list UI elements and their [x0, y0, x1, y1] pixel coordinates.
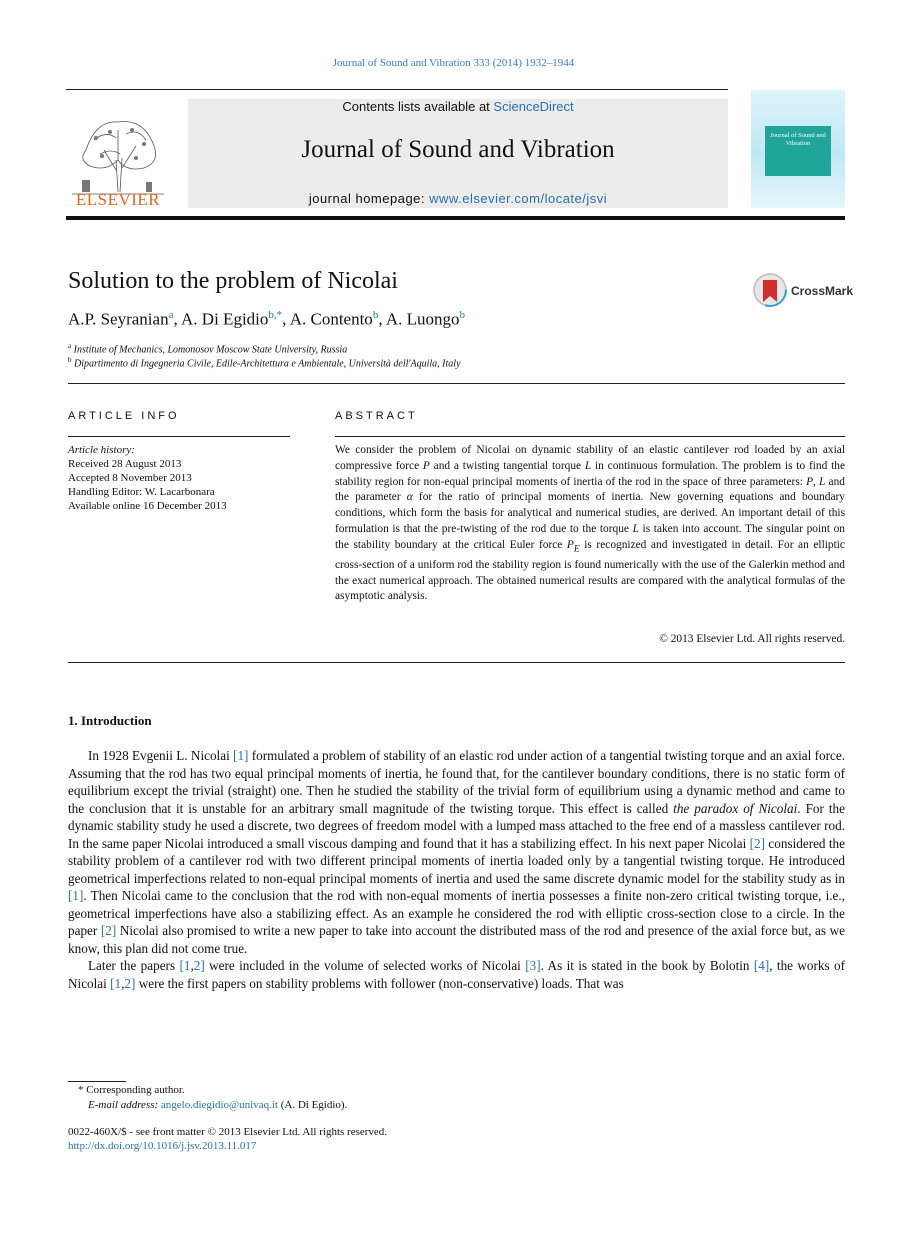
history-line: Available online 16 December 2013 [68, 500, 227, 512]
footnote-rule [68, 1081, 126, 1082]
corresponding-footnote [78, 1084, 185, 1096]
homepage-link[interactable]: www.elsevier.com/locate/jsvi [429, 191, 608, 206]
article-info-label: ARTICLE INFO [68, 410, 180, 422]
author-affil-sup[interactable]: b [372, 309, 379, 321]
reference-link[interactable]: [2] [100, 923, 117, 938]
journal-title: Journal of Sound and Vibration [301, 136, 615, 163]
history-line: Accepted 8 November 2013 [68, 472, 192, 484]
history-label: Article history: [68, 444, 135, 456]
author[interactable]: A. Luongo [385, 309, 460, 329]
abstract-label: ABSTRACT [335, 410, 418, 422]
contents-line [188, 99, 728, 114]
author-sep: , [282, 309, 290, 329]
abstract-text: We consider the problem of Nicolai on dynamic stability of an elastic cantilever rod loaded by an axial compressive force P and a twisting tangential torque L in continuous formulation. The problem is to find the stability region for non-equal principal moments of inertia of the rod in the space of three parameters: P, L and the parameter α for the ratio of principal moments of inertia. New governing equations and boundary conditions, which form the basis for analytical and numerical studies, are derived. An important detail of this formulation is that the pre-twisting of the rod due to the torque L is taken into account. The singular point on the stability boundary at the critical Euler force $P_E$ is recognized and investigated in detail. For an elliptic cross-section of a uniform rod the stability region is found numerically with the use of the Galerkin method and the exact numerical approach. The obtained numerical results are compared with the analytical formulas of the asymptotic analysis. [335, 444, 846, 603]
doi-link[interactable]: http://dx.doi.org/10.1016/j.jsv.2013.11.017 [68, 1140, 257, 1152]
elsevier-wordmark: ELSEVIER [75, 190, 161, 209]
header-bottom-rule [66, 216, 845, 220]
author[interactable]: A.P. Seyranian [68, 309, 169, 329]
reference-link[interactable]: [1] [233, 748, 249, 763]
footnote-mark: * [78, 1084, 84, 1096]
reference-link[interactable]: [1 [110, 975, 122, 991]
reference-link[interactable]: 2] [193, 958, 205, 973]
email-name: (A. Di Egidio). [280, 1099, 348, 1111]
reference-link[interactable]: [3] [525, 958, 541, 973]
cover-title: Journal of Sound and Vibration [765, 126, 831, 176]
reference-link[interactable]: [4] [753, 958, 770, 973]
sciencedirect-link[interactable]: ScienceDirect [493, 99, 574, 114]
affiliation [68, 342, 347, 355]
author[interactable]: A. Contento [289, 309, 373, 329]
email-footnote [88, 1099, 347, 1111]
author-affil-sup[interactable]: b [459, 309, 466, 321]
affiliation-sup: b [68, 356, 72, 364]
journal-citation[interactable]: Journal of Sound and Vibration 333 (2014) 1932–1944 [332, 57, 575, 69]
crossmark-icon[interactable] [752, 272, 788, 308]
email-link[interactable]: angelo.diegidio@univaq.it [160, 1099, 278, 1111]
issn-line: 0022-460X/$ - see front matter © 2013 Elsevier Ltd. All rights reserved. [68, 1126, 388, 1138]
email-label: E-mail address: [88, 1099, 159, 1111]
paper-title: Solution to the problem of Nicolai [68, 268, 398, 294]
introduction-body [68, 747, 845, 992]
reference-link[interactable]: 2] [124, 975, 136, 991]
crossmark-label[interactable]: CrossMark [791, 284, 854, 298]
section-heading: 1. Introduction [68, 713, 152, 728]
title-bottom-rule [68, 383, 845, 384]
history-line: Received 28 August 2013 [68, 458, 182, 470]
author-sep: , [378, 309, 386, 329]
author-affil-sup[interactable]: a [168, 309, 174, 321]
paragraph: In 1928 Evgenii L. Nicolai [1] formulated a problem of stability of an elastic rod under action of a tangential twisting torque and an axial force. Assuming that the rod has two equal principal moments of inertia, he found that, for the cantilever boundary conditions, there is no static form of equilibrium except the trivial (straight) one. Then he studied the stability of the trivial form of equilibrium using a dynamic method and came to the conclusion that it is unstable for an arbitrary small magnitude of the twisting torque. This effect is called the paradox of Nicolai. For the dynamic stability study he used a discrete, two degrees of freedom model with a lumped mass attached to the free end of a massless cantilever rod. In the same paper Nicolai introduced a small viscous damping and found that it has a stabilizing effect. In his next paper Nicolai [2] considered the stability problem of a cantilever rod with two different principal moments of inertia loaded only by a tangential twisting torque. He introduced geometrical imperfections related to non-equal principal moments of inertia and used the same discrete dynamic model for the stability study as in [1]. Then Nicolai came to the conclusion that the rod with non-equal moments of inertia possesses a finite non-zero critical twisting torque, i.e., geometrical imperfections have also a stabilizing effect. As an example he considered the rod with elliptic cross-section close to a circle. In the paper [2] Nicolai also promised to write a new paper to take into account the distributed mass of the rod and presence of the axial force but, as we know, this plan did not come true. [68, 748, 846, 956]
article-info-rule [68, 436, 290, 437]
homepage-prefix: journal homepage: [308, 191, 426, 206]
reference-link[interactable]: [2] [749, 835, 766, 851]
author-sep: , [173, 309, 182, 329]
paragraph: Later the papers [1,2] were included in the volume of selected works of Nicolai [3]. As it is stated in the book by Bolotin [4], the works of Nicolai [1,2] were the first papers on stability problems with follower (non-conservative) loads. That was [68, 958, 845, 991]
author-affil-sup[interactable]: b,* [268, 309, 283, 321]
header-top-rule [66, 89, 728, 90]
reference-link[interactable]: [1 [179, 958, 191, 973]
abstract-copyright: © 2013 Elsevier Ltd. All rights reserved. [659, 633, 845, 645]
history-line: Handling Editor: W. Lacarbonara [68, 486, 215, 498]
author[interactable]: A. Di Egidio [181, 309, 269, 329]
abstract-rule [335, 436, 845, 437]
article-history [68, 443, 227, 513]
journal-homepage [188, 191, 728, 206]
journal-cover-thumbnail[interactable] [751, 90, 845, 208]
author-list [68, 309, 465, 330]
affiliation-text: Dipartimento di Ingegneria Civile, Edile-Architettura e Ambientale, Università dell'Aquila, Italy [74, 358, 461, 370]
reference-link[interactable]: [1] [68, 888, 84, 903]
affiliation-text: Institute of Mechanics, Lomonosov Moscow State University, Russia [73, 344, 348, 356]
affiliation [68, 356, 461, 369]
abstract-bottom-rule [68, 662, 845, 663]
footnote-corresponding: Corresponding author. [86, 1084, 185, 1096]
contents-prefix: Contents lists available at [342, 99, 490, 114]
affiliation-sup: a [68, 342, 72, 350]
